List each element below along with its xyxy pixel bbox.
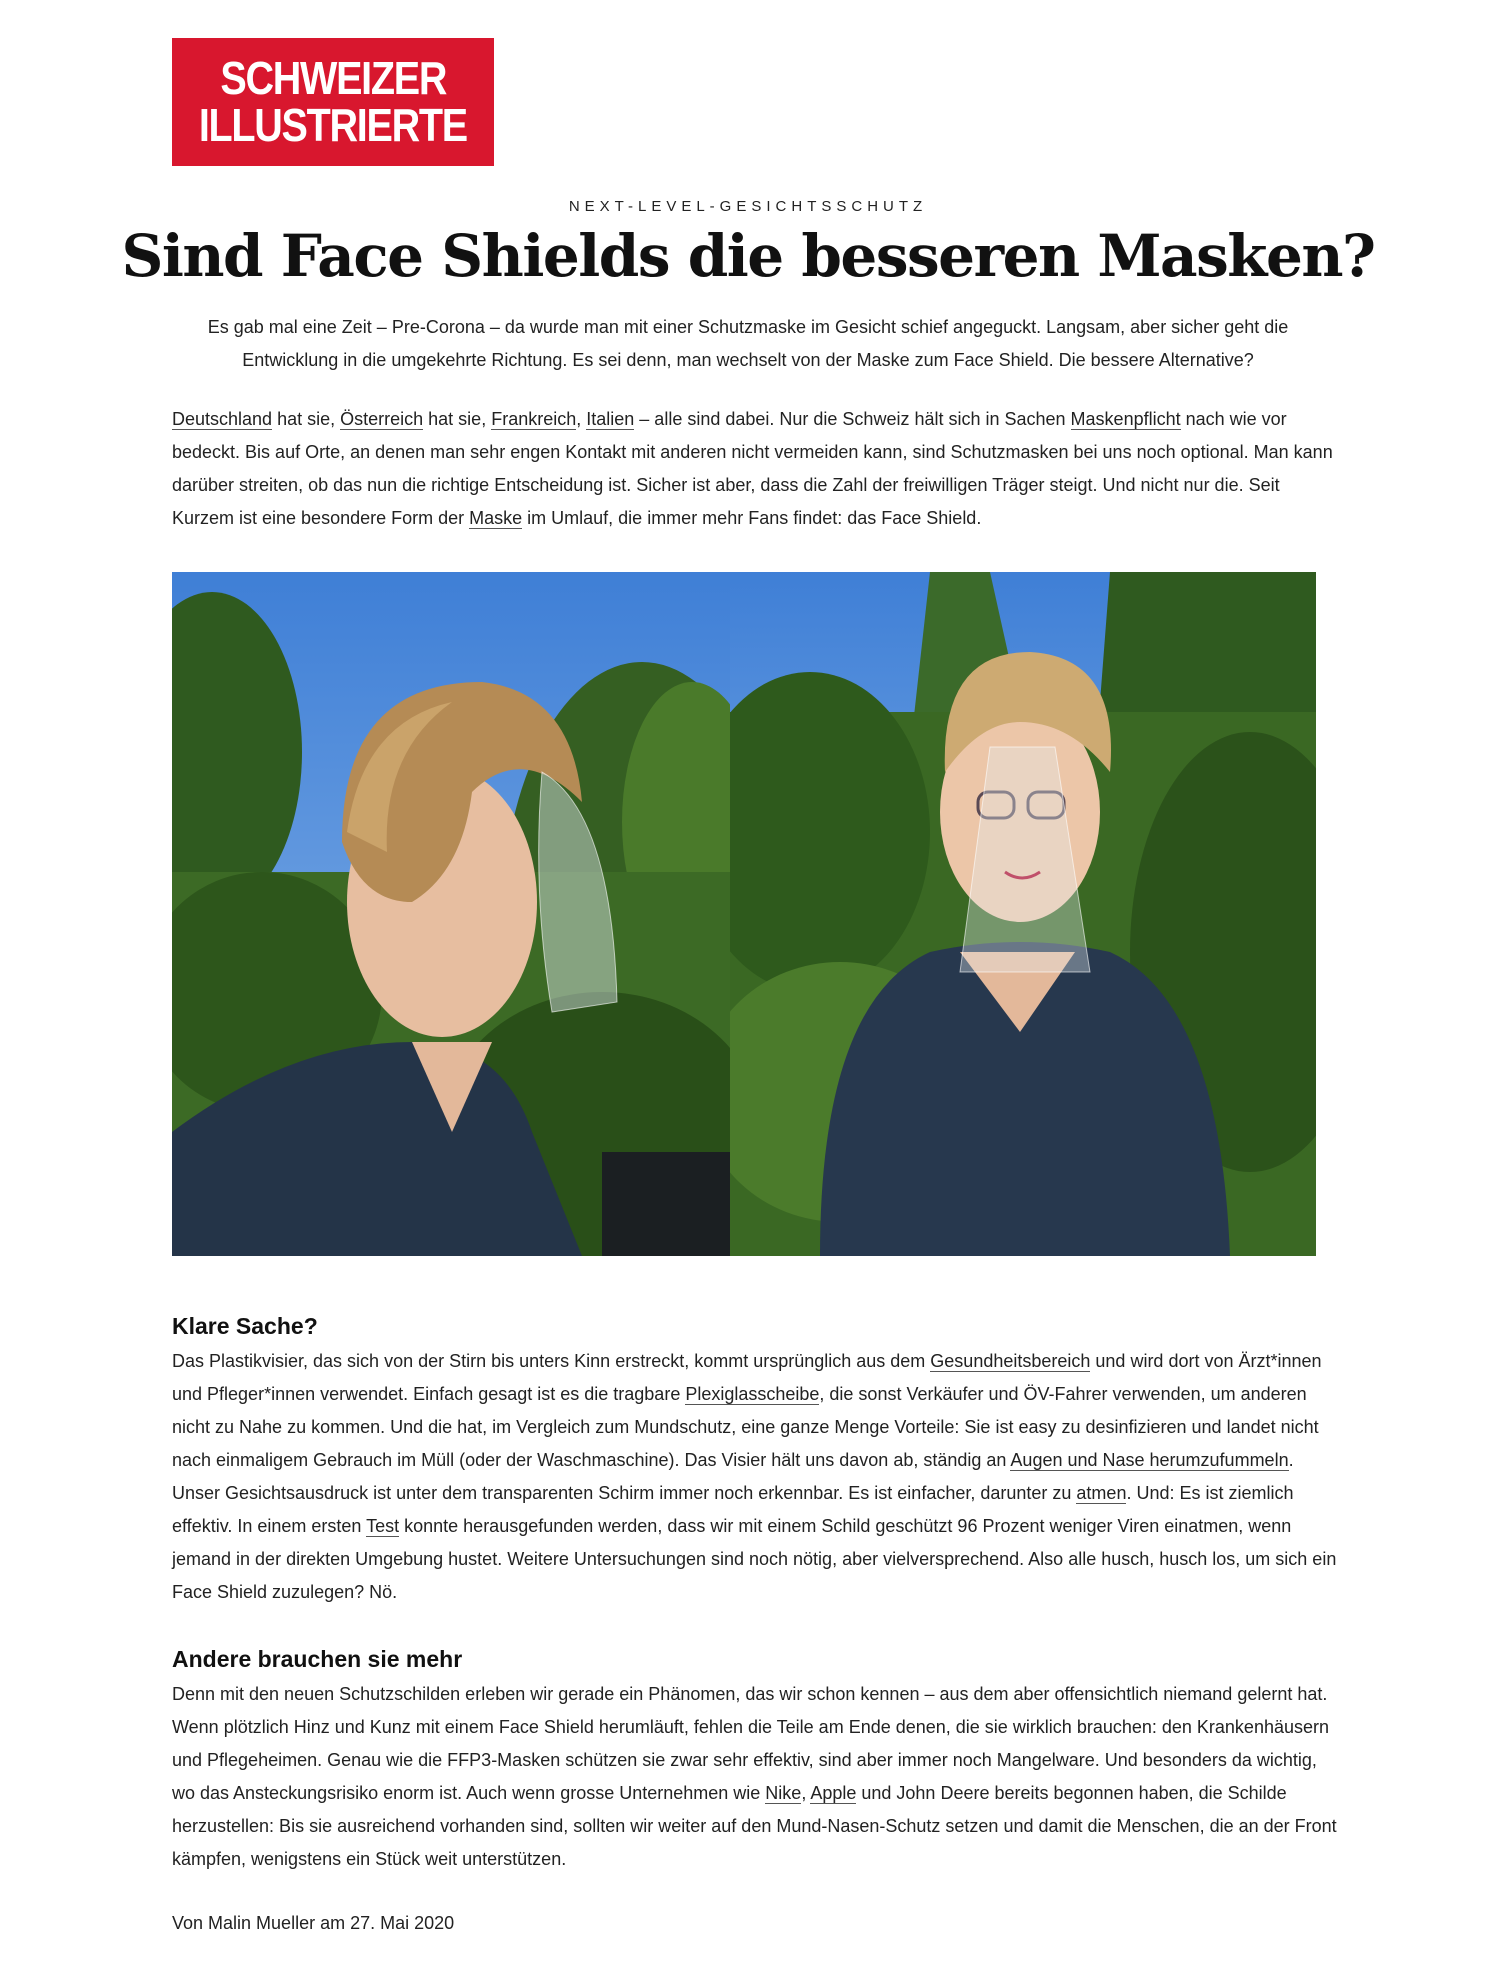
- link-italien[interactable]: Italien: [586, 409, 635, 429]
- brand-logo[interactable]: [172, 38, 494, 166]
- intro-paragraph: Deutschland hat sie, Österreich hat sie, Frankreich, Italien – alle sind dabei. Nur die Schweiz hält sich in Sachen Maskenpflicht nach wie vor bedeckt. Bis auf Orte, an denen man sehr engen Kontakt mit anderen nicht vermeiden kann, sind Schutzmasken bei uns noch optional. Man kann darüber streiten, ob das nun die richtige Entscheidung ist. Sicher ist aber, dass die Zahl der freiwilligen Träger steigt. Und nicht nur die. Seit Kurzem ist eine besondere Form der Maske im Umlauf, die immer mehr Fans findet: das Face Shield.: [172, 409, 1333, 528]
- section2-heading: Andere brauchen sie mehr: [172, 1646, 463, 1672]
- link-apple[interactable]: Apple: [810, 1783, 857, 1803]
- link-atmen[interactable]: atmen: [1076, 1483, 1127, 1503]
- article-lead: Es gab mal eine Zeit – Pre-Corona – da wurde man mit einer Schutzmaske im Gesicht schief angeguckt. Langsam, aber sicher geht die Entwicklung in die umgekehrte Richtung. Es sei denn, man wechselt von der Maske zum Face Shield. Die bessere Alternative?: [207, 317, 1289, 370]
- link-gesundheitsbereich[interactable]: Gesundheitsbereich: [930, 1351, 1091, 1371]
- photo-left-profile: [172, 572, 730, 1256]
- section1-paragraph: Das Plastikvisier, das sich von der Stirn bis unters Kinn erstreckt, kommt ursprünglich aus dem Gesundheitsbereich und wird dort von Ärzt*innen und Pfleger*innen verwendet. Einfach gesagt ist es die tragbare Plexiglasscheibe, die sonst Verkäufer und ÖV-Fahrer verwenden, um anderen nicht zu Nahe zu kommen. Und die hat, im Vergleich zum Mundschutz, eine ganze Menge Vorteile: Sie ist easy zu desinfizieren und landet nicht nach einmaligem Gebrauch im Müll (oder der Waschmaschine). Das Visier hält uns davon ab, ständig an Augen und Nase herumzufummeln. Unser Gesichtsausdruck ist unter dem transparenten Schirm immer noch erkennbar. Es ist einfacher, darunter zu atmen. Und: Es ist ziemlich effektiv. In einem ersten Test konnte herausgefunden werden, dass wir mit einem Schild geschützt 96 Prozent weniger Viren einatmen, wenn jemand in der direkten Umgebung hustet. Weitere Untersuchungen sind noch nötig, aber vielversprechend. Also alle husch, husch los, um sich ein Face Shield zuzulegen? Nö.: [172, 1351, 1337, 1602]
- photo-right-front: [730, 572, 1316, 1256]
- link-plexiglasscheibe[interactable]: Plexiglasscheibe: [685, 1384, 820, 1404]
- link-deutschland[interactable]: Deutschland: [172, 409, 273, 429]
- article-photo: [172, 572, 1316, 1256]
- link-oesterreich[interactable]: Österreich: [340, 409, 424, 429]
- section2-paragraph: Denn mit den neuen Schutzschilden erleben wir gerade ein Phänomen, das wir schon kennen – aus dem aber offensichtlich niemand gelernt hat. Wenn plötzlich Hinz und Kunz mit einem Face Shield herumläuft, fehlen die Teile am Ende denen, die sie wirklich brauchen: den Krankenhäusern und Pflegeheimen. Genau wie die FFP3-Masken schützen sie zwar sehr effektiv, sind aber immer noch Mangelware. Und besonders da wichtig, wo das Ansteckungsrisiko enorm ist. Auch wenn grosse Unternehmen wie Nike, Apple und John Deere bereits begonnen haben, die Schilde herzustellen: Bis sie ausreichend vorhanden sind, sollten wir weiter auf den Mund-Nasen-Schutz setzen und damit die Menschen, die an der Front kämpfen, wenigstens ein Stück weit unterstützen.: [172, 1684, 1337, 1869]
- link-test[interactable]: Test: [366, 1516, 400, 1536]
- link-maskenpflicht[interactable]: Maskenpflicht: [1070, 409, 1181, 429]
- link-augen-und-nase[interactable]: Augen und Nase herumzufummeln: [1010, 1450, 1289, 1470]
- brand-logo-line1: SCHWEIZER: [220, 52, 446, 105]
- link-frankreich[interactable]: Frankreich: [491, 409, 577, 429]
- article-title: Sind Face Shields die besseren Masken?: [121, 222, 1375, 290]
- link-nike[interactable]: Nike: [765, 1783, 802, 1803]
- link-maske[interactable]: Maske: [469, 508, 523, 528]
- brand-logo-line2: ILLUSTRIERTE: [198, 99, 468, 151]
- article-kicker: NEXT-LEVEL-GESICHTSSCHUTZ: [568, 198, 928, 215]
- section1-heading: Klare Sache?: [172, 1313, 318, 1339]
- article-byline: Von Malin Mueller am 27. Mai 2020: [172, 1913, 455, 1933]
